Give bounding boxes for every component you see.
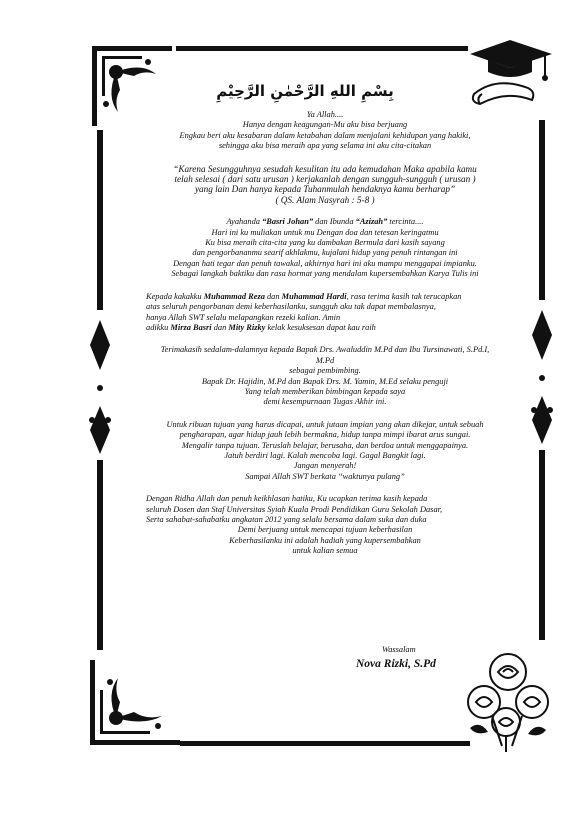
text-line: Terimakasih sedalam-dalamnya kepada Bapak Drs. Awaluddin M.Pd dan Ibu Tursinawati, S.Pd.I, (160, 345, 490, 355)
father-name: “Basri Johan” (262, 217, 314, 227)
corner-ornament-bottom-left (84, 660, 184, 750)
brother-name: Muhammad Hardi (281, 291, 347, 301)
closing-wassalam: Wassalam (382, 645, 416, 654)
text-line: pengharapan, agar hidup jauh lebih bermakna, hidup tanpa mimpi ibarat arus sungai. (179, 430, 471, 440)
quran-quote-reference: ( QS. Alam Nasyrah : 5-8 ) (275, 194, 375, 205)
text-line: sebagai pembimbing. (289, 366, 361, 376)
text-line: Hanya dengan keagungan-Mu aku bisa berjuang (242, 120, 408, 130)
brother-name: Muhammad Reza (203, 291, 265, 301)
text-fragment: kelak kesuksesan dapat kau raih (265, 322, 376, 332)
text-line: Hari ini ku muliakan untuk mu Dengan doa dan tetesan keringatmu (211, 227, 439, 237)
thanks-block (130, 494, 520, 525)
author-signature: Nova Rizki, S.Pd (356, 658, 436, 670)
text-line: Sebagai langkah baktiku dan rasa hormat yang mendalam kupersembahkan Karya Tulis ini (171, 269, 479, 279)
sibling-name: Mity Rizky (228, 322, 266, 332)
text-line: Sampai Allah SWT berkata “waktunya pulang” (245, 471, 405, 481)
siblings-block (130, 292, 520, 334)
graduation-cap-icon (466, 36, 556, 108)
text-line: Jatuh berdiri lagi. Kalah mencoba lagi. Gagal Bangkit lagi. (224, 450, 426, 460)
text-line: seluruh Dosen dan Staf Universitas Syiah Kuala Prodi Pendidikan Guru Sekolah Dasar, (146, 504, 443, 514)
text-line: Jangan menyerah! (293, 461, 357, 471)
sibling-name: Mirza Basri (170, 322, 212, 332)
text-fragment: Kepada kakakku (146, 291, 204, 301)
text-line: untuk kalian semua (292, 546, 358, 556)
right-border-ornament (528, 120, 556, 640)
bismillah-calligraphy: بِسْمِ اللهِ الرَّحْمٰنِ الرَّحِيْمِ (216, 82, 394, 100)
text-line: Engkau beri aku kesabaran dalam ketabahan dalam menjalani kehidupan yang hakiki, (179, 130, 471, 140)
text-fragment: dan Ibunda (313, 217, 356, 227)
dedication-text (130, 110, 520, 557)
bottom-border-ornament (180, 738, 470, 750)
text-line: demi kesempurnaan Tugas Akhir ini. (263, 397, 387, 407)
text-line: dan pengorbananmu searif akhlakmu, kujalani hidup yang penuh rintangan ini (192, 248, 458, 258)
text-line: hanya Allah SWT selalu melapangkan rezeki kalian. Amin (146, 312, 341, 322)
text-line: sehingga aku bisa meraih apa yang selama ini aku cita-citakan (218, 141, 432, 151)
text-fragment: dan (264, 291, 282, 301)
text-fragment: adikku (146, 322, 171, 332)
text-line: M.Pd (315, 355, 335, 365)
siblings-line (146, 323, 520, 333)
left-border-ornament (86, 130, 114, 650)
quran-quote-line: “Karena Sesungguhnya sesudah kesulitan itu ada kemudahan Maka apabila kamu (173, 163, 477, 174)
text-fragment: dan (211, 322, 229, 332)
text-line: Ya Allah.... (306, 110, 344, 119)
text-fragment: Ayahanda (226, 217, 263, 227)
text-line: Ku bisa meraih cita-cita yang ku dambakan Bermula dari kasih sayang (205, 238, 445, 248)
top-border-ornament (176, 46, 468, 56)
mother-name: “Azizah” (355, 217, 388, 227)
text-fragment: , rasa terima kasih tak terucapkan (346, 291, 462, 301)
parents-line (130, 217, 520, 227)
quran-quote-line: telah selesai ( dari satu urusan ) kerjakanlah dengan sungguh-sungguh ( urusan ) (174, 174, 476, 185)
text-line: Mengalir tanpa tujuan. Teruslah belajar, berusaha, dan berdoa untuk menggapainya. (181, 440, 469, 450)
text-line: Untuk ribuan tujuan yang harus dicapai, untuk jutaan impian yang akan dikejar, untuk sebuah (166, 419, 484, 429)
text-line: Demi berjuang untuk mencapai tujuan keberhasilan (237, 525, 413, 535)
text-line: Dengan hati tegar dan penuh tawakal, akhirnya hari ini aku mampu menggapai impianku. (173, 258, 477, 268)
text-line: Serta sahabat-sahabatku angkatan 2012 yang selalu bersama dalam suka dan duka (146, 515, 427, 524)
text-line: atas seluruh pengorbanan demi keberhasilanku, sungguh aku tak dapat membalasnya, (146, 302, 436, 312)
text-line: Keberhasilanku ini adalah hadiah yang kupersembahkan (229, 535, 421, 545)
roses-illustration (462, 650, 554, 754)
text-fragment: tercinta.... (387, 217, 424, 227)
quran-quote-line: yang lain Dan hanya kepada Tuhanmulah hendaknya kamu berharap” (194, 184, 456, 195)
text-line: Dengan Ridha Allah dan penuh keikhlasan hatiku, Ku ucapkan terima kasih kepada (146, 494, 428, 504)
siblings-line (146, 292, 520, 302)
text-line: Yang telah memberikan bimbingan kepada saya (244, 386, 406, 396)
text-line: Bapak Dr. Hajidin, M.Pd dan Bapak Drs. M. Yamin, M.Ed selaku penguji (201, 376, 449, 386)
